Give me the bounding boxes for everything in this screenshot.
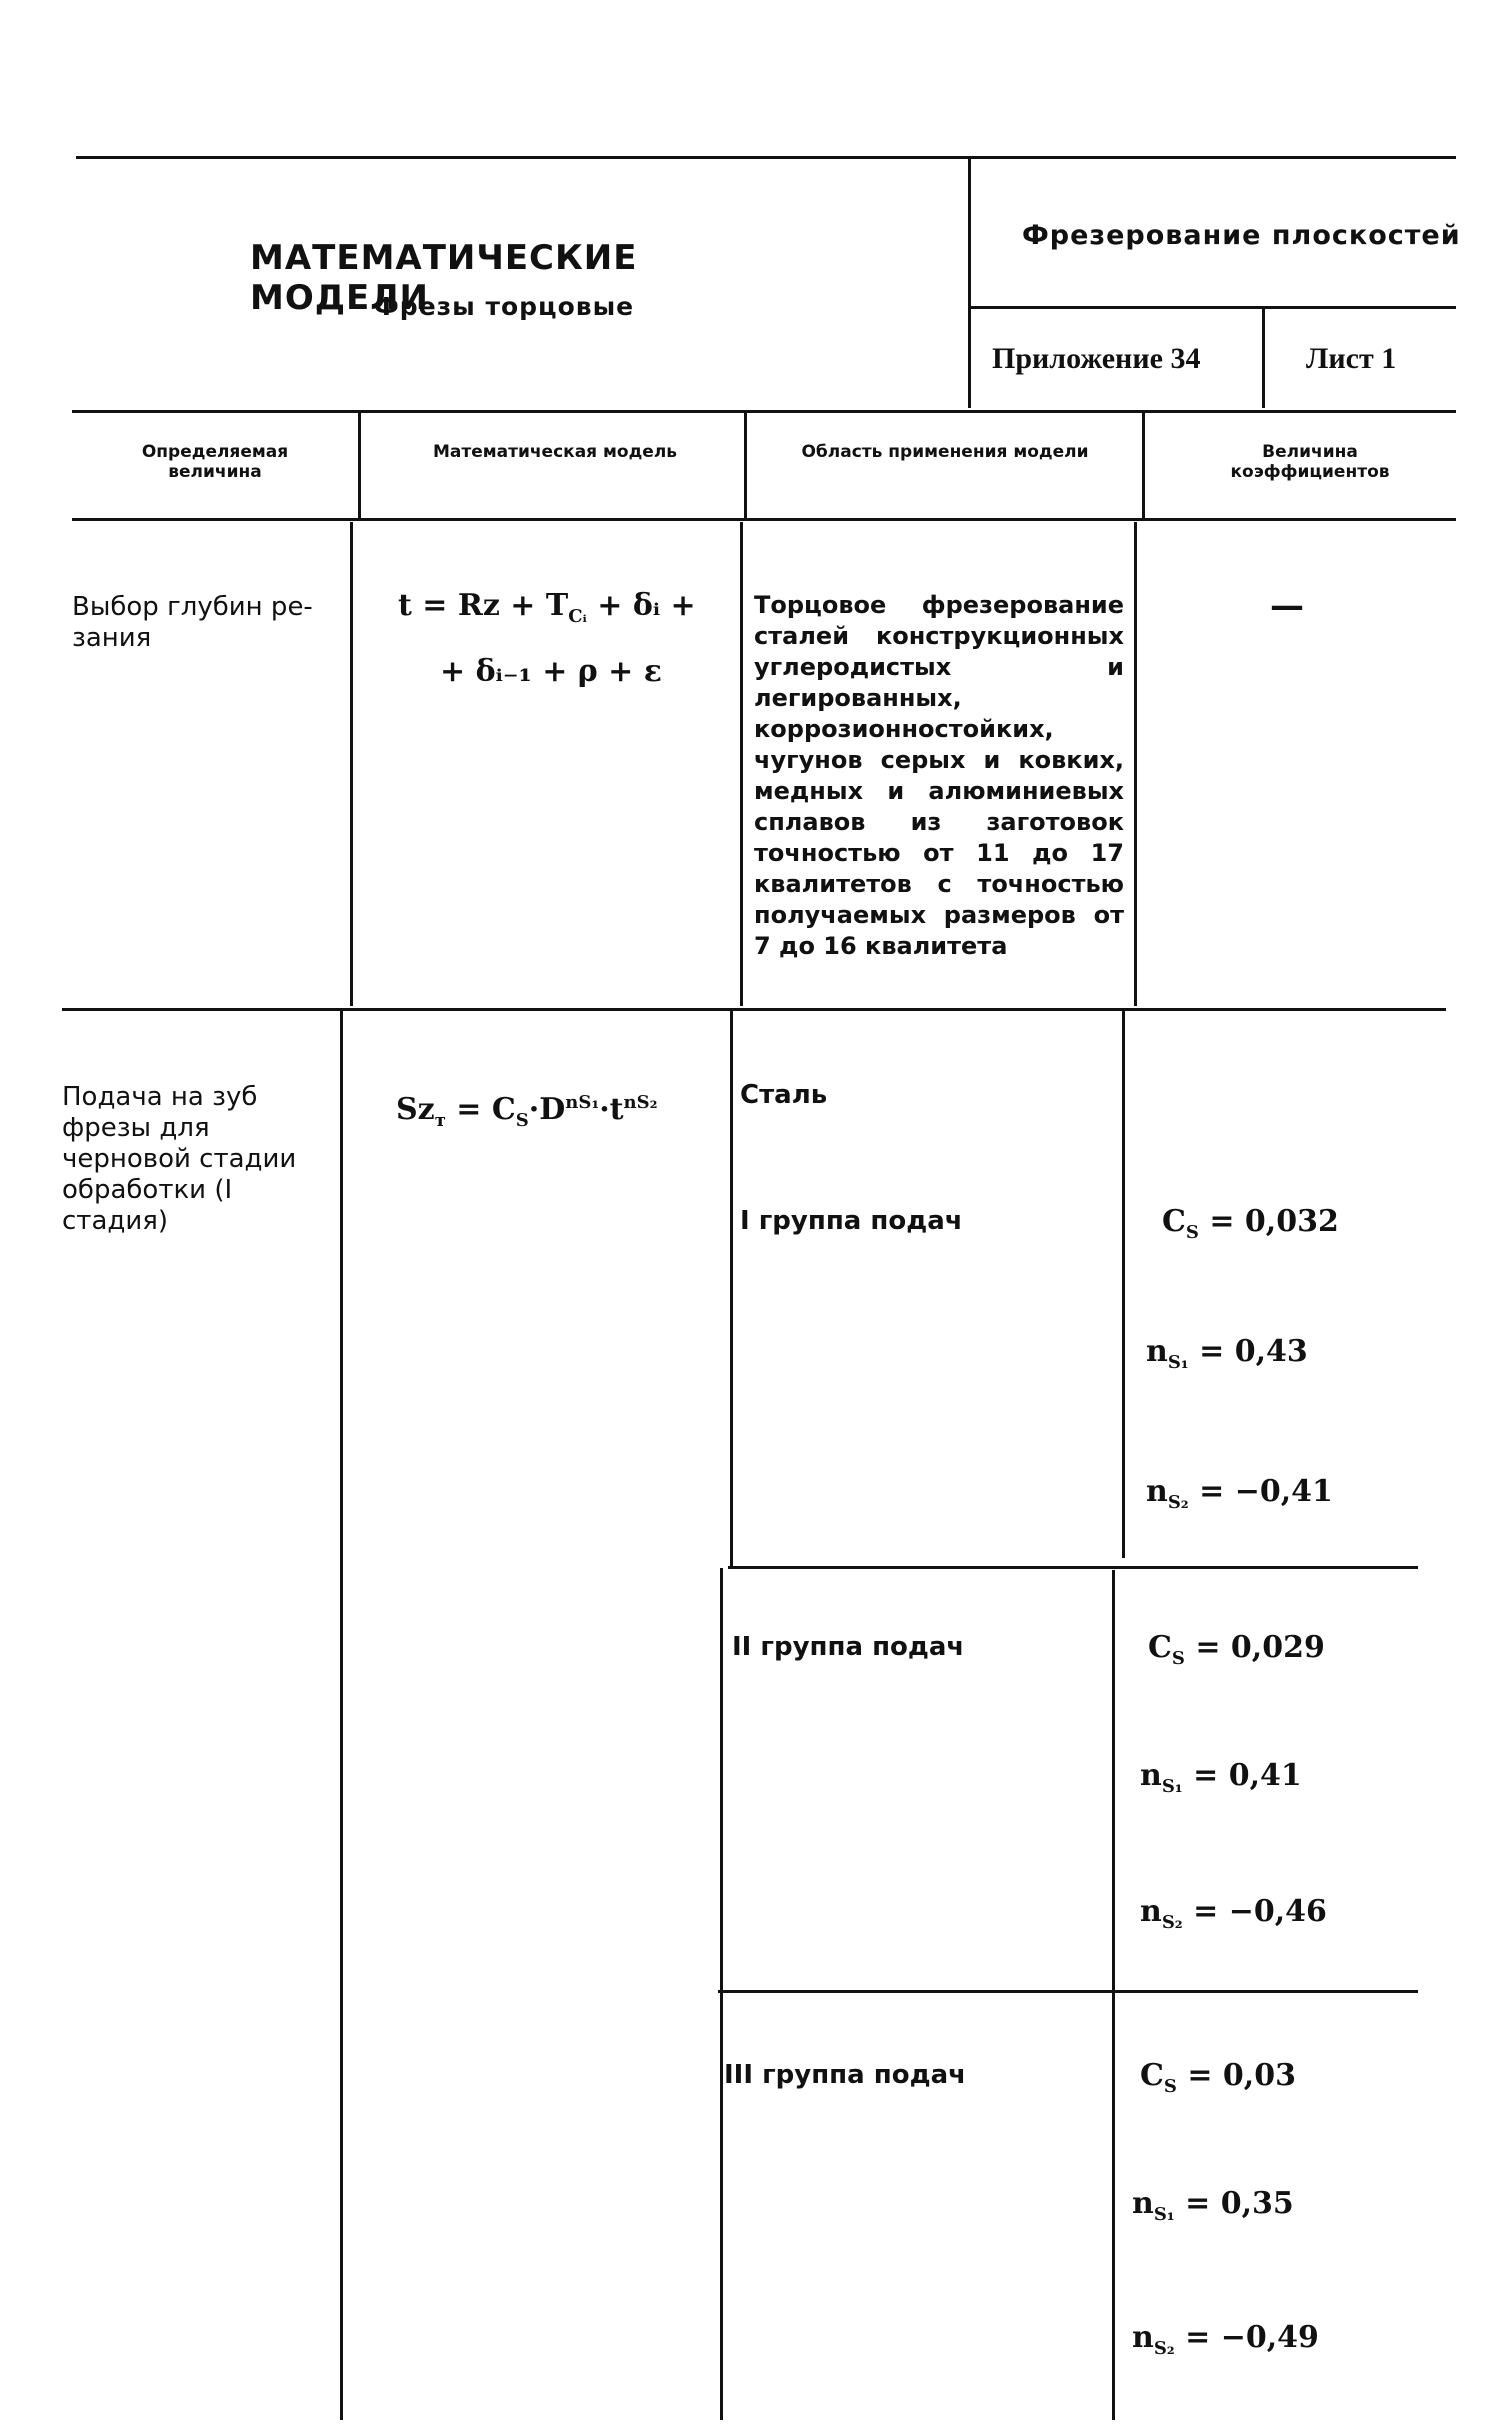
row1-bottom-rule [62,1008,1446,1011]
col-divider-2 [744,412,747,520]
header-sheet-divider [1262,306,1265,408]
row2-divider-3b [1112,1570,1115,2420]
row1-divider-3 [1134,522,1137,1006]
group3-cs: $C_S = 0,03$ [1140,2058,1296,2097]
page-subtitle: Фрезы торцовые [374,292,635,321]
page-title: МАТЕМАТИЧЕСКИЕ МОДЕЛИ [250,238,638,318]
row2-divider-1 [340,1010,343,2420]
group1-bottom-rule [728,1566,1418,1569]
row1-divider-1 [350,522,353,1006]
row2-formula: $Sz_т = C_S\cdot D^{nS_1}\cdot t^{nS_2}$ [396,1092,658,1131]
group1-name: I группа подач [740,1206,963,1236]
group2-bottom-rule [718,1990,1418,1993]
col-header-scope: Область применения модели [801,442,1089,462]
column-header-rule [72,518,1456,521]
col-header-quantity: Определяемая величина [141,442,289,482]
row1-scope: Торцовое фрезерование сталей конструкционных углеродистых и легированных, коррозионностойких, чугунов серых и ковких, медных и алюминиевых сплавов из заготовок точностью от 11 до 17 квалитетов с точностью получаемых размеров от 7 до 16 квалитета [754,591,1124,960]
col-header-coef: Величина коэффициентов [1230,442,1390,482]
group1-n2: $n_{S_2} = -0,41$ [1146,1474,1333,1513]
row2-divider-2a [730,1010,733,1568]
row2-material: Сталь [740,1080,828,1110]
group1-n1: $n_{S_1} = 0,43$ [1146,1334,1308,1373]
row1-coef-dash: — [1270,586,1304,626]
row2-divider-3a [1122,1010,1125,1558]
row1-divider-2 [740,522,743,1006]
col-header-model: Математическая модель [432,442,678,462]
group2-name: II группа подач [732,1632,965,1662]
row2-divider-2b [720,1568,723,2420]
sheet-label: Лист 1 [1306,342,1397,375]
col-divider-3 [1142,412,1145,520]
row2-quantity: Подача на зуб фрезы для черновой стадии обработки (I стадия) [62,1082,297,1236]
row1-formula-line2: + δᵢ₋₁ + ρ + ε [440,654,662,689]
group3-name: III группа подач [724,2060,966,2090]
row1-formula-line1: $t = Rz + T_{Cᵢ}$ + δᵢ + [398,588,696,627]
group1-cs: $C_S = 0,032$ [1162,1204,1339,1243]
group3-n1: $n_{S_1} = 0,35$ [1132,2186,1294,2225]
group2-cs: $C_S = 0,029$ [1148,1630,1325,1669]
operation-label: Фрезерование плоскостей [1022,220,1461,251]
appendix-label: Приложение 34 [992,342,1201,375]
col-divider-1 [358,412,361,520]
header-inner-rule [970,306,1456,309]
row1-quantity: Выбор глубин ре-зания [72,592,313,653]
header-bottom-rule [72,410,1456,413]
group3-n2: $n_{S_2} = -0,49$ [1132,2320,1319,2359]
group2-n1: $n_{S_1} = 0,41$ [1140,1758,1302,1797]
header-divider [968,158,971,408]
group2-n2: $n_{S_2} = -0,46$ [1140,1894,1327,1933]
top-rule [76,156,1456,159]
